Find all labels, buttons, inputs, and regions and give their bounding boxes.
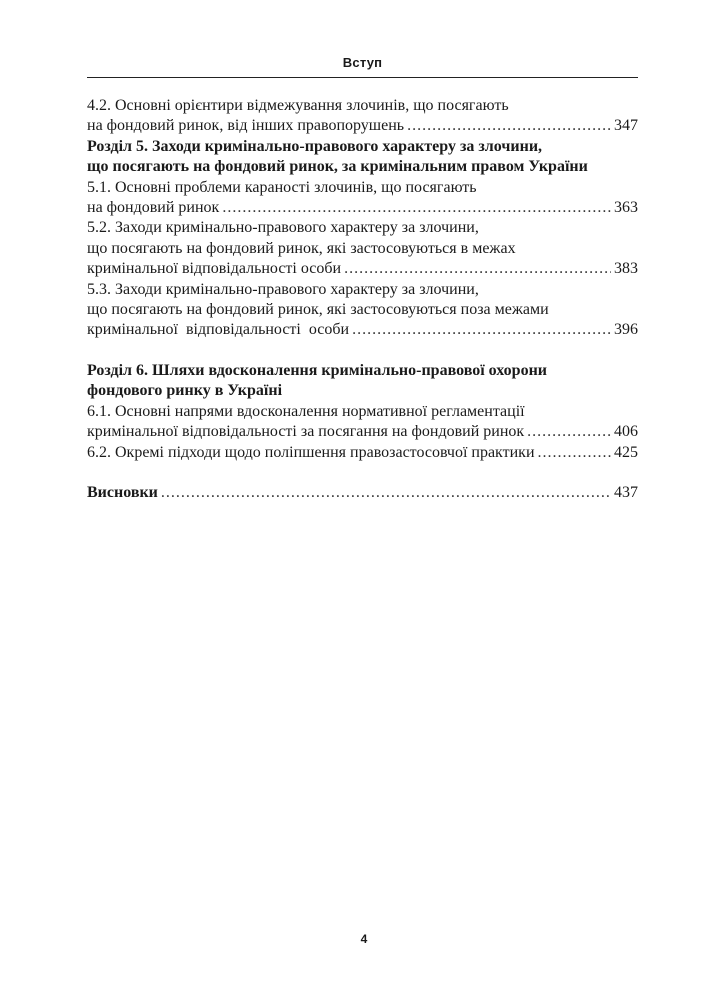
toc-entry-text: кримінальної відповідальності за посягання на фондовий ринок: [87, 423, 525, 441]
toc-entry-text: 6.1. Основні напрями вдосконалення нормативної регламентації: [87, 402, 525, 420]
header-rule: [87, 77, 638, 78]
toc-entry-text: 5.2. Заходи кримінально-правового характеру за злочини,: [87, 219, 479, 237]
dot-leader: [538, 443, 612, 463]
toc-entry-text: 5.3. Заходи кримінально-правового характеру за злочини,: [87, 280, 479, 298]
dot-leader: [344, 259, 611, 279]
toc-page-number: 425: [614, 443, 638, 461]
toc-entry-text: що посягають на фондовий ринок, які застосовуються поза межами: [87, 301, 549, 319]
toc-section-title: фондового ринку в Україні: [87, 382, 283, 400]
toc-section-title: Розділ 6. Шляхи вдосконалення кримінально-правової охорони: [87, 361, 548, 379]
toc-entry-text: 5.1. Основні проблеми караності злочинів, що посягають: [87, 178, 477, 196]
dot-leader: [352, 320, 611, 340]
toc-entry-6-1[interactable]: [87, 402, 638, 443]
toc-entry-text: кримінальної відповідальності особи: [87, 321, 350, 339]
toc-entry-text: на фондовий ринок, від інших правопорушень: [87, 117, 405, 135]
dot-leader: [222, 198, 611, 218]
toc-page-number: 396: [614, 321, 638, 339]
table-of-contents: [87, 96, 638, 503]
running-title: Вступ: [342, 55, 383, 70]
toc-entry-text: на фондовий ринок: [87, 199, 220, 217]
page-number: 4: [360, 932, 368, 946]
toc-page-number: 347: [614, 117, 638, 135]
toc-entry-text: 4.2. Основні орієнтири відмежування злочинів, що посягають: [87, 97, 509, 114]
toc-entry-text: кримінальної відповідальності особи: [87, 260, 342, 278]
dot-leader: [161, 483, 611, 503]
dot-leader: [527, 422, 611, 442]
toc-entry-conclusions[interactable]: [87, 483, 638, 503]
toc-section-6[interactable]: [87, 361, 638, 402]
toc-section-5[interactable]: [87, 137, 638, 178]
toc-page-number: 406: [614, 423, 638, 441]
toc-entry-text: що посягають на фондовий ринок, які застосовуються в межах: [87, 239, 516, 257]
toc-entry-text: 6.2. Окремі підходи щодо поліпшення правозастосовчої практики: [87, 443, 535, 461]
toc-section-title: що посягають на фондовий ринок, за кримінальним правом України: [87, 158, 588, 176]
toc-entry-5-2[interactable]: [87, 218, 638, 279]
toc-entry-6-2[interactable]: [87, 443, 638, 463]
toc-page-number: 437: [614, 483, 638, 501]
toc-section-title: Висновки: [87, 483, 158, 501]
toc-section-title: Розділ 5. Заходи кримінально-правового характеру за злочини,: [87, 137, 543, 155]
dot-leader: [407, 116, 611, 136]
toc-entry-5-3[interactable]: [87, 280, 638, 341]
toc-entry-5-1[interactable]: [87, 178, 638, 219]
toc-page-number: 363: [614, 199, 638, 217]
toc-entry-4-2[interactable]: [87, 96, 638, 137]
toc-page-number: 383: [614, 260, 638, 278]
